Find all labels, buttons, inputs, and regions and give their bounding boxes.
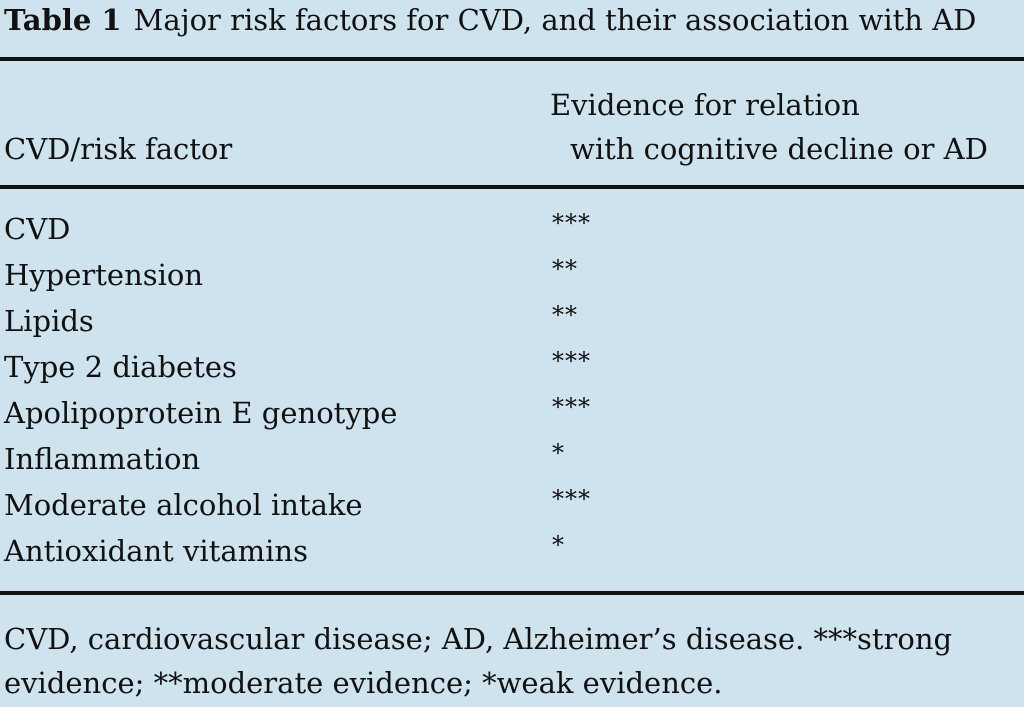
table-caption: Major risk factors for CVD, and their association with AD	[133, 3, 977, 37]
top-rule	[0, 57, 1024, 61]
row-evidence: ***	[552, 347, 591, 375]
header-factor: CVD/risk factor	[4, 132, 233, 166]
row-evidence: ***	[552, 209, 591, 237]
row-factor: Lipids	[4, 304, 94, 338]
table-title	[0, 0, 1024, 44]
table-row	[0, 252, 1024, 298]
row-factor: Apolipoprotein E genotype	[4, 396, 398, 430]
header-evidence	[550, 83, 988, 171]
row-factor: CVD	[4, 212, 71, 246]
row-evidence: **	[552, 301, 578, 329]
row-factor: Hypertension	[4, 258, 204, 292]
table-row	[0, 528, 1024, 574]
table-row	[0, 298, 1024, 344]
table-row	[0, 390, 1024, 436]
row-evidence: *	[552, 439, 565, 467]
row-factor: Type 2 diabetes	[4, 350, 237, 384]
row-factor: Moderate alcohol intake	[4, 488, 363, 522]
row-evidence: *	[552, 531, 565, 559]
row-factor: Antioxidant vitamins	[4, 534, 308, 568]
header-rule	[0, 185, 1024, 189]
table-body	[0, 206, 1024, 574]
header-evidence-line2: with cognitive decline or AD	[570, 132, 988, 166]
table-footnote: CVD, cardiovascular disease; AD, Alzheimer’s disease. ***strong evidence; **moderate evidence; *weak evidence.	[4, 622, 953, 700]
bottom-rule	[0, 591, 1024, 595]
row-factor: Inflammation	[4, 442, 201, 476]
row-evidence: ***	[552, 393, 591, 421]
table-label: Table 1	[4, 3, 122, 37]
row-evidence: **	[552, 255, 578, 283]
row-evidence: ***	[552, 485, 591, 513]
table-row	[0, 344, 1024, 390]
table-row	[0, 436, 1024, 482]
header-evidence-line1: Evidence for relation	[550, 88, 860, 122]
table-row	[0, 482, 1024, 528]
table-row	[0, 206, 1024, 252]
